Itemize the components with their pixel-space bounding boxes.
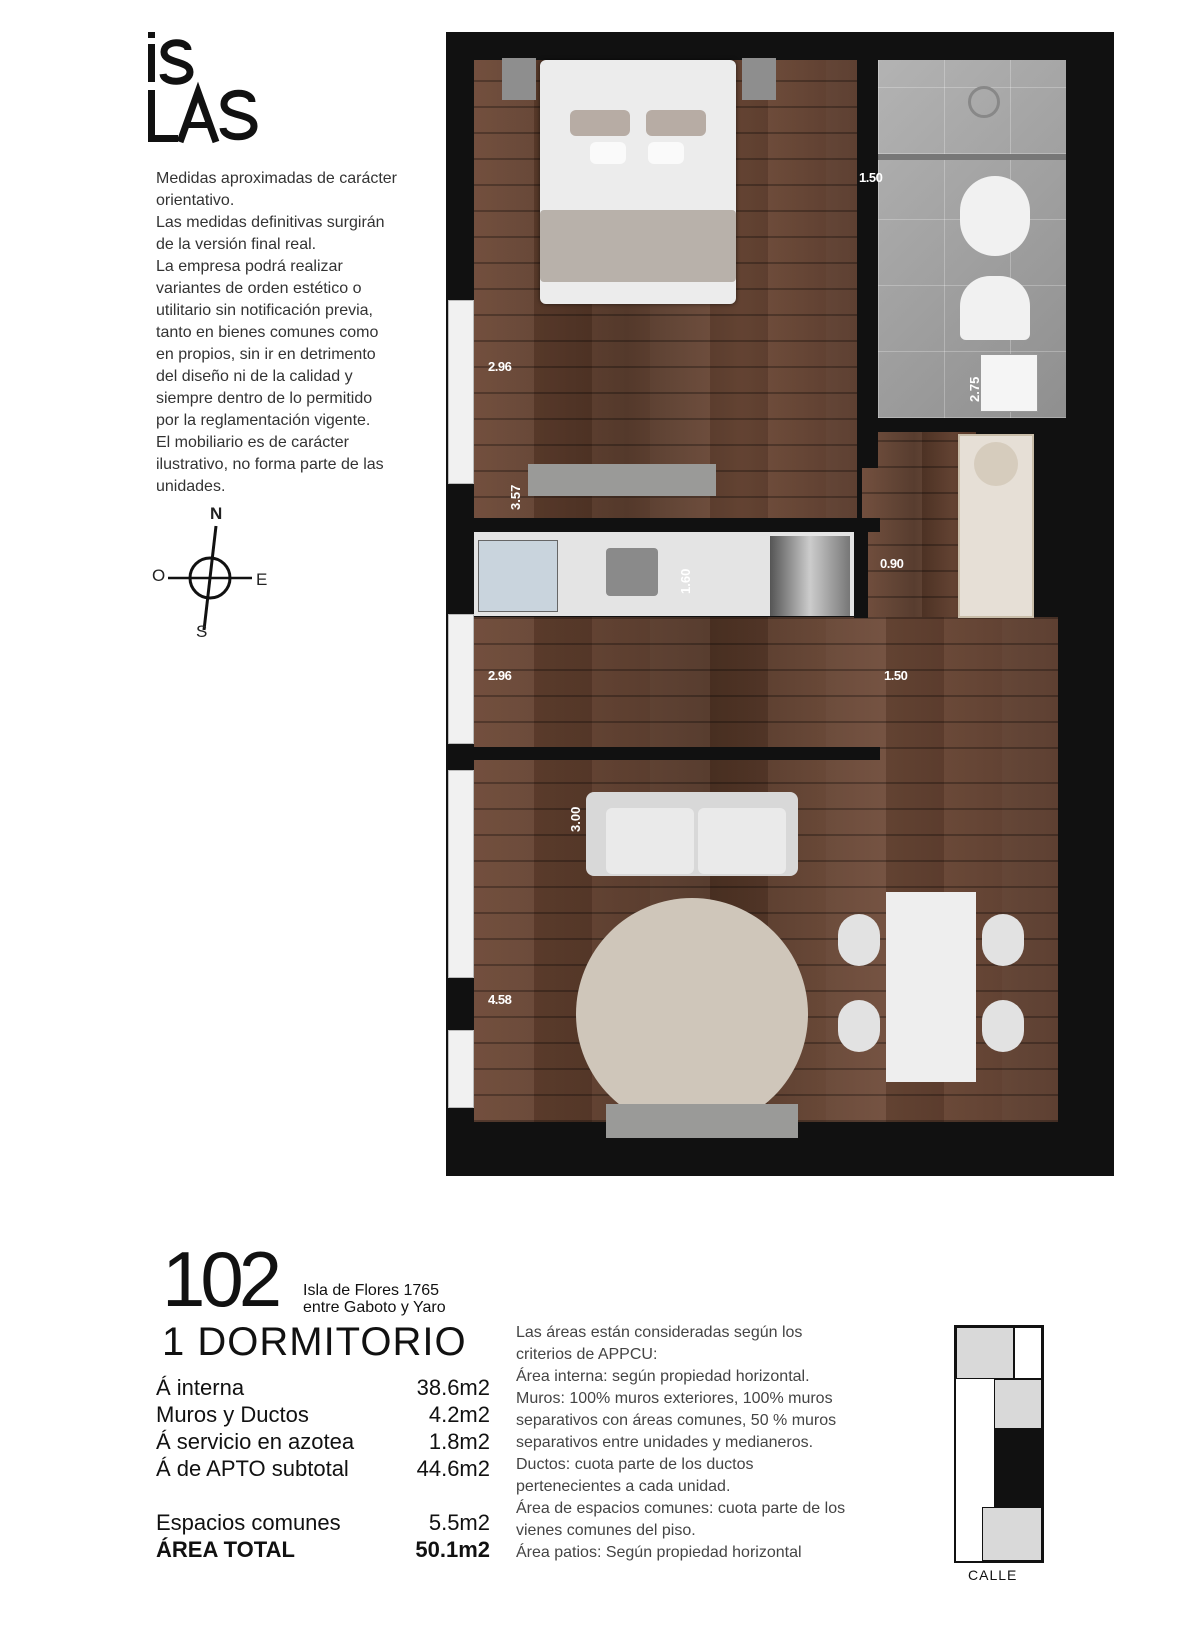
laundry-basket [974,442,1018,486]
dimension-kitchen-depth: 1.60 [678,568,693,594]
criteria-line: Las áreas están consideradas según los [516,1324,803,1341]
corridor-window [448,614,474,744]
compass-east: E [256,570,268,589]
dimension-bedroom-depth: 3.57 [508,484,523,510]
criteria-line: Área de espacios comunes: cuota parte de los [516,1500,846,1517]
compass-north: N [210,504,223,523]
area-value: 44.6m2 [416,1456,490,1481]
disclaimer-line: tanto en bienes comunes como [156,324,379,341]
dining-chair [982,914,1024,966]
address-line: Isla de Flores 1765 [303,1282,440,1299]
disclaimer-line: unidades. [156,478,226,495]
area-row [156,1374,490,1401]
disclaimer-text [156,168,426,498]
compass-west: O [152,566,166,585]
disclaimer-line: del diseño ni de la calidad y [156,368,353,385]
bidet [960,176,1030,256]
area-label: Á de APTO subtotal [156,1456,349,1481]
disclaimer-line: siempre dentro de lo permitido [156,390,373,407]
criteria-line: Ductos: cuota parte de los ductos [516,1456,754,1473]
area-label: ÁREA TOTAL [156,1537,295,1562]
location-cell-current-unit [994,1429,1042,1507]
location-cell [994,1379,1042,1429]
refrigerator [770,536,850,616]
unit-location-map [954,1325,1044,1563]
location-cell [982,1507,1042,1561]
nightstand [502,58,536,100]
living-top-wall [474,747,880,760]
pillow [646,110,706,136]
disclaimer-line: variantes de orden estético o [156,280,362,297]
area-value: 38.6m2 [416,1375,490,1400]
bathroom-wall [858,60,878,468]
living-rug [606,1104,798,1138]
criteria-line: pertenecientes a cada unidad. [516,1478,731,1495]
cushion [648,142,684,164]
disclaimer-line: orientativo. [156,192,235,209]
sofa-cushion [606,808,694,874]
dining-table [886,892,976,1082]
location-cell [1014,1327,1042,1379]
dimension-closet-width: 0.90 [880,556,904,571]
bedroom-rug [528,464,716,496]
compass [148,504,278,641]
criteria-line: separativos entre unidades y medianeros. [516,1434,814,1451]
floor-plan [446,32,1114,1176]
bedroom-bottom-wall [474,518,880,532]
area-label: Á servicio en azotea [156,1429,355,1454]
sofa [586,792,798,876]
dimension-living-width: 4.58 [488,992,512,1007]
dining-chair [838,914,880,966]
location-cell [956,1327,1014,1379]
dimension-living-depth: 3.00 [568,806,583,832]
area-label: Espacios comunes [156,1510,341,1535]
cushion [590,142,626,164]
criteria-line: Muros: 100% muros exteriores, 100% muros [516,1390,833,1407]
sink [606,548,658,596]
living-window [448,770,474,978]
criteria-line: criterios de APPCU: [516,1346,658,1363]
unit-type: 1 DORMITORIO [162,1320,467,1364]
unit-number: 102 [162,1235,278,1323]
shower-screen [878,154,1066,160]
disclaimer-line: en propios, sin ir en detrimento [156,346,376,363]
disclaimer-line: por la reglamentación vigente. [156,412,371,429]
round-rug [576,898,808,1130]
washbasin [980,354,1038,412]
dining-chair [838,1000,880,1052]
disclaimer-line: La empresa podrá realizar [156,258,343,275]
area-row [156,1509,490,1536]
dimension-bath-depth: 2.75 [967,376,982,402]
criteria-line: Área interna: según propiedad horizontal. [516,1368,810,1385]
sofa-cushion [698,808,786,874]
shower-head-icon [968,86,1000,118]
pillow [570,110,630,136]
kitchen-counter [474,532,854,616]
disclaimer-line: Medidas aproximadas de carácter [156,170,398,187]
area-row [156,1428,490,1455]
area-label: Á interna [156,1375,245,1400]
area-row [156,1455,490,1482]
dimension-hall-width-right: 1.50 [884,668,908,683]
bed [540,60,736,304]
living-door-window [448,1030,474,1108]
islas-logo [148,26,268,146]
bed-blanket [540,210,736,282]
area-total-row [156,1536,490,1563]
street-label: CALLE [968,1567,1018,1583]
disclaimer-line: El mobiliario es de carácter [156,434,349,451]
area-value: 4.2m2 [428,1402,490,1427]
area-label: Muros y Ductos [156,1402,309,1427]
area-value: 5.5m2 [428,1510,490,1535]
unit-address [303,1282,446,1316]
compass-south: S [196,622,208,641]
dimension-hall-width-left: 2.96 [488,668,512,683]
criteria-line: Área patios: Según propiedad horizontal [516,1544,802,1561]
disclaimer-line: utilitario sin notificación previa, [156,302,373,319]
address-line: entre Gaboto y Yaro [303,1299,446,1316]
wardrobe [958,434,1034,618]
kitchen-side-wall [854,518,868,618]
area-criteria-text [516,1322,926,1564]
cooktop-icon [478,540,558,612]
disclaimer-line: de la versión final real. [156,236,317,253]
toilet [960,276,1030,340]
area-value: 1.8m2 [428,1429,490,1454]
dimension-bath-width: 1.50 [859,170,883,185]
dining-chair [982,1000,1024,1052]
area-value: 50.1m2 [415,1537,490,1562]
dimension-bedroom-width: 2.96 [488,359,512,374]
area-row [156,1401,490,1428]
nightstand [742,58,776,100]
criteria-line: separativos con áreas comunes, 50 % muros [516,1412,837,1429]
area-table [156,1374,490,1563]
criteria-line: vienes comunes del piso. [516,1522,696,1539]
disclaimer-line: Las medidas definitivas surgirán [156,214,385,231]
bedroom-window [448,300,474,484]
disclaimer-line: ilustrativo, no forma parte de las [156,456,384,473]
